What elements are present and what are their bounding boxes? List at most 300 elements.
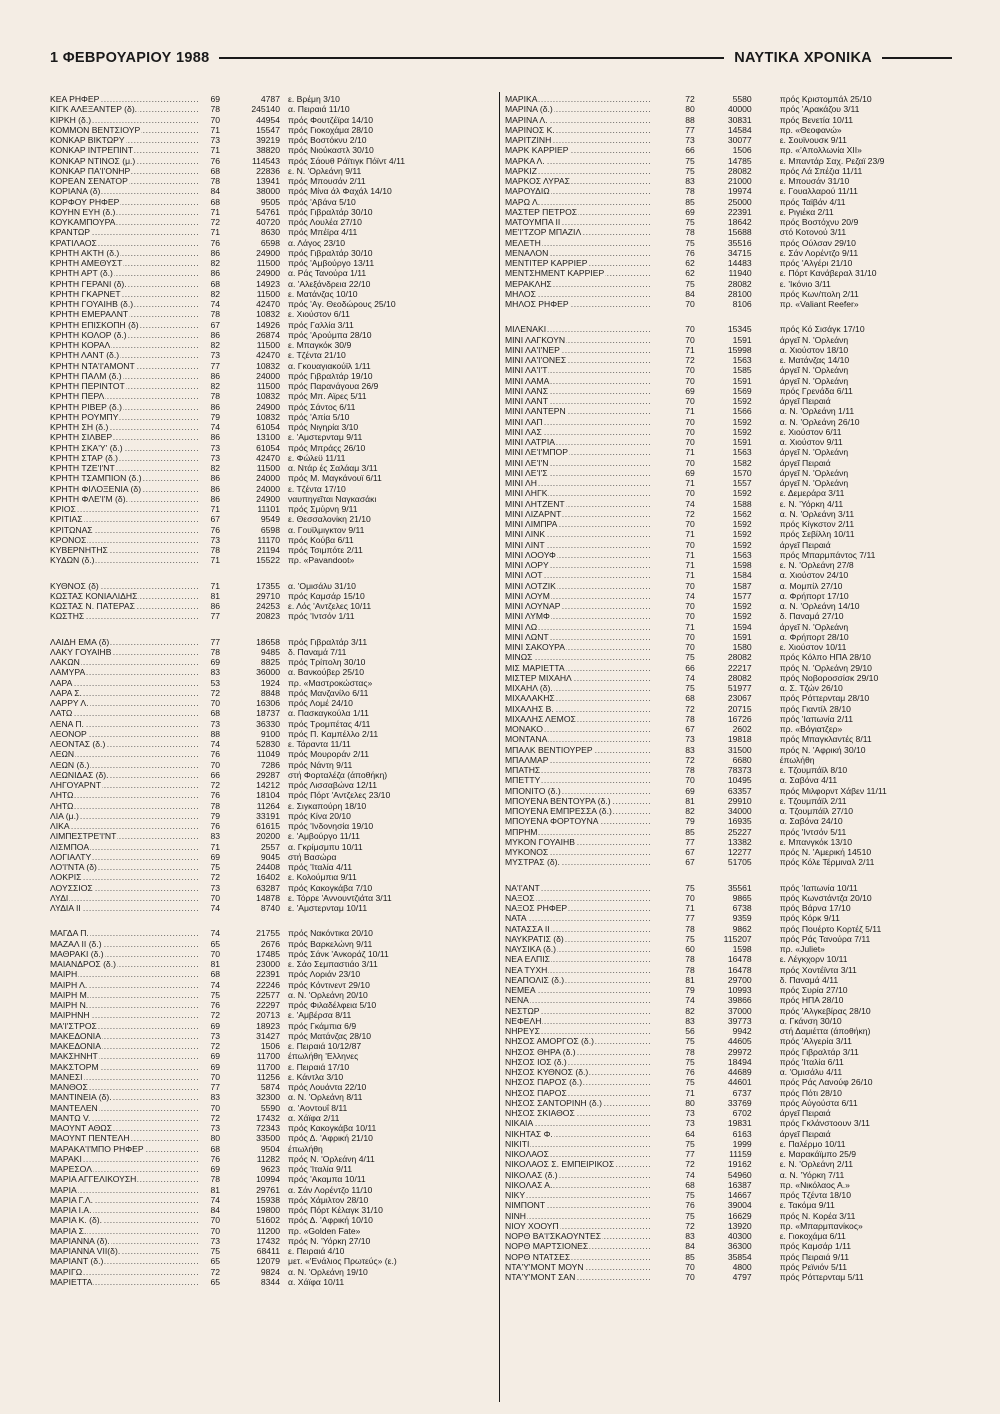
ship-name-text: ΜΕ'Ι'ΤΖΟΡ ΜΠΑΖΙΛ bbox=[505, 227, 582, 238]
ship-name bbox=[50, 1246, 200, 1256]
ship-row bbox=[50, 555, 490, 565]
ship-row bbox=[505, 1180, 960, 1190]
ship-name bbox=[50, 525, 200, 535]
ship-name-text: ΝΑΥΚΡΑΤΙΣ (δ) bbox=[505, 933, 564, 944]
tonnage: 44954 bbox=[256, 114, 280, 125]
ship-name bbox=[50, 842, 200, 852]
tonnage: 29761 bbox=[256, 1184, 280, 1195]
position-status: πρός Μουροράν 2/11 bbox=[288, 749, 370, 760]
build-year: 53 bbox=[210, 677, 220, 688]
ship-name-text: ΛΥΔΙΑ ΙΙ bbox=[50, 903, 81, 913]
position-status: ε. Παλέρμο 10/11 bbox=[779, 1138, 846, 1149]
build-year: 73 bbox=[210, 442, 220, 453]
tonnage: 30077 bbox=[727, 135, 752, 145]
ship-row bbox=[50, 545, 490, 555]
position-status: έπωλήθη 'Ελληνες bbox=[288, 1051, 359, 1062]
ship-row bbox=[50, 207, 490, 217]
build-year: 78 bbox=[685, 186, 695, 197]
ship-name-text: ΜΑΓΔΑ Π. bbox=[50, 928, 89, 939]
position-status: πρός Ρόττερνταμ 5/11 bbox=[779, 1272, 864, 1282]
ship-row bbox=[505, 601, 960, 611]
header-rule-end bbox=[882, 57, 952, 59]
build-year: 76 bbox=[685, 1200, 695, 1211]
tonnage: 1598 bbox=[732, 560, 752, 570]
ship-row bbox=[50, 601, 490, 611]
ship-name bbox=[505, 734, 652, 744]
position-status: πρός Ρεϊνιόν 5/11 bbox=[779, 1261, 848, 1272]
ship-row bbox=[50, 135, 490, 145]
position-status: άργεῖ Ν. 'Ορλεάνη bbox=[779, 365, 849, 376]
tonnage: 13941 bbox=[256, 176, 280, 186]
tonnage: 33191 bbox=[256, 810, 280, 821]
ship-row bbox=[50, 94, 490, 104]
tonnage: 19818 bbox=[727, 734, 752, 745]
ship-row bbox=[50, 678, 490, 688]
build-year: 84 bbox=[210, 1205, 220, 1215]
ship-name-text: ΚΡΗΤΗ ΛΑΝΤ (δ.) bbox=[50, 350, 120, 361]
ship-section bbox=[50, 581, 490, 622]
ship-name bbox=[505, 1159, 652, 1169]
ship-name bbox=[50, 1062, 200, 1072]
ship-name-text: ΜΙΝΙ ΛΗΤΖΕΝΤ bbox=[505, 498, 565, 509]
tonnage: 11101 bbox=[257, 504, 280, 514]
tonnage: 16629 bbox=[727, 1210, 752, 1221]
tonnage: 29700 bbox=[727, 974, 752, 985]
build-year: 78 bbox=[210, 391, 220, 402]
ship-name bbox=[50, 545, 200, 555]
tonnage: 1999 bbox=[732, 1138, 752, 1149]
build-year: 69 bbox=[210, 1020, 220, 1031]
build-year: 73 bbox=[685, 1108, 695, 1118]
tonnage: 1592 bbox=[732, 611, 752, 622]
tonnage: 44605 bbox=[727, 1036, 752, 1047]
ship-name bbox=[505, 1088, 652, 1098]
ship-row bbox=[50, 1133, 490, 1143]
position-status: πρός Γιβραλτάρ 19/10 bbox=[288, 370, 373, 381]
tonnage: 8825 bbox=[260, 657, 280, 667]
ship-name bbox=[505, 125, 652, 135]
ship-name bbox=[50, 657, 200, 667]
position-status: πρός ΗΠΑ 28/10 bbox=[779, 995, 844, 1006]
tonnage: 2676 bbox=[260, 938, 280, 949]
ship-row bbox=[505, 944, 960, 954]
position-status: μετ. «'Ενάλιος Πρωτεύς» (ε.) bbox=[288, 1256, 397, 1267]
ship-name bbox=[50, 939, 200, 949]
ship-row bbox=[505, 734, 960, 744]
ship-name bbox=[505, 903, 652, 913]
position-status: α. Χιούστον 18/10 bbox=[779, 344, 849, 355]
build-year: 68 bbox=[210, 165, 220, 176]
position-status: πρός Δ. 'Αφρική 10/10 bbox=[288, 1215, 373, 1226]
ship-name bbox=[50, 719, 200, 729]
tonnage: 9045 bbox=[260, 851, 280, 862]
build-year: 65 bbox=[210, 1276, 220, 1287]
tonnage: 1580 bbox=[732, 642, 752, 652]
position-status: πρός 'Αλγκεβίρας 28/10 bbox=[779, 1005, 871, 1016]
ship-row bbox=[505, 376, 960, 386]
tonnage: 9549 bbox=[260, 514, 280, 525]
ship-name-text: ΝΑΤΑ bbox=[505, 913, 527, 924]
ship-name-text: ΚΡΗΤΗ ΠΑΛΜ (δ.) bbox=[50, 370, 122, 381]
ship-row bbox=[505, 1088, 960, 1098]
position-status: άργεῖ Πειραιά bbox=[779, 539, 831, 550]
tonnage: 28082 bbox=[727, 652, 752, 663]
ship-name bbox=[505, 857, 652, 867]
position-status: πρός Βοστόχνυ 20/9 bbox=[779, 217, 859, 227]
position-status: ε. Λέγκχορν 10/11 bbox=[779, 954, 848, 965]
ship-row bbox=[505, 488, 960, 498]
tonnage: 19974 bbox=[727, 186, 752, 197]
build-year: 69 bbox=[210, 657, 220, 667]
tonnage: 40300 bbox=[727, 1231, 752, 1241]
tonnage: 29910 bbox=[727, 795, 752, 806]
ship-name-text: ΝΕΑ ΕΛΠΙΣ bbox=[505, 954, 550, 965]
build-year: 70 bbox=[210, 698, 220, 708]
ship-name bbox=[50, 453, 200, 463]
position-status: α. Ν. 'Ορλεάνη 20/10 bbox=[288, 989, 368, 1000]
tonnage: 31427 bbox=[256, 1030, 280, 1041]
build-year: 82 bbox=[210, 340, 220, 350]
ship-name bbox=[50, 463, 200, 473]
position-status: ε. Σάν Λορέντζο 9/11 bbox=[779, 247, 859, 258]
ship-row bbox=[505, 217, 960, 227]
build-year: 79 bbox=[685, 985, 695, 995]
ship-row bbox=[50, 1256, 490, 1266]
tonnage: 9623 bbox=[260, 1164, 280, 1174]
tonnage: 22391 bbox=[727, 206, 752, 217]
position-status: πρός Ν. Κορέα 3/11 bbox=[779, 1210, 856, 1221]
ship-name-text: ΜΑΡΙΝΑ (δ.) bbox=[505, 104, 553, 115]
position-status: πρός Λισσαβώνα 12/11 bbox=[288, 780, 378, 790]
ship-name bbox=[50, 1215, 200, 1225]
ship-name-text: ΝΙΚΟΛΑΣ Α. bbox=[505, 1179, 553, 1190]
ship-name-text: ΜΕΡΑΚΛΗΣ bbox=[505, 278, 552, 289]
tonnage: 1506 bbox=[260, 1041, 280, 1051]
build-year: 86 bbox=[210, 268, 220, 279]
ship-row bbox=[505, 857, 960, 867]
build-year: 74 bbox=[685, 590, 695, 601]
ship-row bbox=[505, 724, 960, 734]
ship-name-text: ΚΡΗΤΗ ΑΚΤΗ (δ.) bbox=[50, 247, 120, 258]
ship-name-text: ΚΙΡΚΗ (δ.) bbox=[50, 114, 92, 125]
tonnage: 16935 bbox=[727, 816, 752, 827]
ship-row bbox=[505, 1149, 960, 1159]
position-status: α. 'Αοντουΐ 8/11 bbox=[288, 1102, 348, 1113]
tonnage: 51705 bbox=[727, 857, 752, 868]
tonnage: 11940 bbox=[728, 268, 752, 279]
position-status: α. Χιούστον 9/11 bbox=[779, 437, 843, 447]
build-year: 69 bbox=[685, 467, 695, 478]
position-status: ε. Λός 'Αντζελες 10/11 bbox=[288, 601, 372, 611]
build-year: 68 bbox=[685, 693, 695, 704]
position-status: α. Ν. 'Ορλεάνη 26/10 bbox=[779, 416, 860, 427]
tonnage: 6163 bbox=[732, 1128, 752, 1139]
build-year: 76 bbox=[210, 1153, 220, 1164]
build-year: 71 bbox=[685, 406, 695, 417]
ship-row bbox=[50, 1236, 490, 1246]
ship-name-text: ΜΑΟΥΝΤ ΑΘΩΣ bbox=[50, 1123, 113, 1133]
tonnage: 11500 bbox=[256, 463, 280, 473]
tonnage: 11500 bbox=[256, 340, 280, 350]
ship-name-text: ΜΙΝΙ ΛΑΓΚΟΥΝ bbox=[505, 334, 566, 345]
ship-name bbox=[505, 847, 652, 857]
tonnage: 29710 bbox=[256, 590, 280, 601]
build-year: 82 bbox=[210, 463, 220, 473]
ship-row bbox=[50, 217, 490, 227]
position-status: πρ. «Μαστροκώστας» bbox=[288, 677, 373, 688]
build-year: 70 bbox=[685, 775, 695, 786]
tonnage: 24900 bbox=[256, 247, 280, 258]
ship-name-text: ΜΙΝΙ ΛΗ bbox=[505, 478, 537, 488]
tonnage: 6680 bbox=[732, 754, 752, 765]
position-status: πρός Τσιμπότε 2/11 bbox=[288, 545, 363, 555]
ship-name-text: ΜΙΧΑΗΛ (δ). bbox=[505, 683, 553, 693]
ship-name bbox=[50, 1174, 200, 1184]
ship-name-text: ΝΗΣΟΣ ΠΑΡΟΣ bbox=[505, 1087, 567, 1098]
tonnage: 16306 bbox=[256, 698, 280, 708]
ship-row bbox=[50, 760, 490, 770]
tonnage: 18104 bbox=[256, 790, 280, 801]
ship-name bbox=[505, 944, 652, 954]
ship-row bbox=[50, 729, 490, 739]
build-year: 74 bbox=[685, 672, 695, 683]
tonnage: 17485 bbox=[256, 948, 280, 959]
ship-name bbox=[50, 770, 200, 780]
position-status: ε. Ν. 'Ορλεάνη 9/11 bbox=[288, 165, 362, 176]
ship-row bbox=[50, 949, 490, 959]
position-status: πρός Χάμιλτον 28/10 bbox=[288, 1194, 369, 1205]
position-status: άργεῖ Πειραιά bbox=[779, 1128, 831, 1139]
ship-name-text: ΛΑΡΡΥ Λ. bbox=[50, 698, 89, 708]
tonnage: 44601 bbox=[727, 1077, 752, 1088]
ship-row bbox=[505, 468, 960, 478]
position-status: άργεῖ Ν. 'Ορλεάνη bbox=[779, 375, 849, 386]
position-status: πρός 'Ιντσόν 5/11 bbox=[779, 826, 847, 837]
ship-row bbox=[50, 1164, 490, 1174]
ship-name bbox=[50, 739, 200, 749]
ship-row bbox=[50, 1205, 490, 1215]
ship-name bbox=[505, 1221, 652, 1231]
tonnage: 11264 bbox=[256, 800, 280, 811]
tonnage: 1594 bbox=[732, 621, 752, 632]
ship-row bbox=[50, 611, 490, 621]
build-year: 70 bbox=[685, 437, 695, 447]
tonnage: 6598 bbox=[260, 237, 280, 248]
ship-name-text: ΚΡΗΤΗ ΚΟΛΟΡ (δ.) bbox=[50, 329, 127, 340]
tonnage: 20713 bbox=[256, 1010, 280, 1021]
ship-name bbox=[505, 745, 652, 755]
tonnage: 11282 bbox=[256, 1153, 280, 1164]
build-year: 73 bbox=[210, 1235, 220, 1246]
ship-name bbox=[50, 238, 200, 248]
ship-name-text: ΜΑΘΡΑΚΙ (δ.) bbox=[50, 948, 104, 959]
position-status: ε. Τζουμπάϊλ 8/10 bbox=[779, 765, 848, 775]
build-year: 68 bbox=[210, 1143, 220, 1154]
tonnage: 32300 bbox=[256, 1092, 280, 1103]
build-year: 73 bbox=[685, 734, 695, 745]
position-status: α. Ν. 'Ορλεάνη 1/11 bbox=[779, 406, 855, 417]
ship-row bbox=[50, 238, 490, 248]
build-year: 76 bbox=[210, 237, 220, 248]
build-year: 78 bbox=[210, 176, 220, 186]
ship-name bbox=[505, 324, 652, 334]
tonnage: 1592 bbox=[732, 601, 752, 611]
position-status: ε. Πειραιά 10/12/87 bbox=[288, 1041, 362, 1051]
ship-row bbox=[50, 412, 490, 422]
ship-row bbox=[505, 335, 960, 345]
ship-row bbox=[505, 197, 960, 207]
tonnage: 34000 bbox=[727, 806, 752, 816]
tonnage: 2557 bbox=[260, 841, 280, 852]
ship-name bbox=[50, 872, 200, 882]
build-year: 71 bbox=[210, 227, 220, 238]
tonnage: 42470 bbox=[256, 452, 280, 463]
ship-name bbox=[50, 535, 200, 545]
ship-row bbox=[505, 427, 960, 437]
build-year: 76 bbox=[210, 821, 220, 831]
build-year: 72 bbox=[210, 872, 220, 883]
ship-row bbox=[505, 550, 960, 560]
ship-row bbox=[505, 693, 960, 703]
ship-name-text: ΜΑΡΙΝΟΣ Κ. bbox=[505, 124, 555, 135]
tonnage: 31500 bbox=[727, 744, 752, 755]
build-year: 78 bbox=[685, 227, 695, 238]
ship-name-text: ΝΑΥΣΙΚΑ (δ.) bbox=[505, 944, 557, 954]
position-status: πρός Νάντη 9/11 bbox=[288, 759, 353, 770]
ship-name-text: ΚΡΙΤΩΝΑΣ bbox=[50, 524, 93, 535]
build-year: 75 bbox=[685, 217, 695, 227]
ship-row bbox=[50, 166, 490, 176]
tonnage: 63357 bbox=[727, 785, 752, 796]
ship-name-text: ΚΡΗΤΗ ΓΕΡΑΝΙ (δ). bbox=[50, 278, 127, 289]
position-status: ε. Χιούστον 6/11 bbox=[288, 309, 350, 320]
tonnage: 28100 bbox=[727, 288, 752, 299]
build-year: 70 bbox=[210, 1225, 220, 1236]
ship-row bbox=[505, 827, 960, 837]
tonnage: 1591 bbox=[732, 375, 752, 386]
position-status: πρός Ν. 'Αμερική 14510 bbox=[779, 847, 872, 857]
tonnage: 8630 bbox=[260, 227, 280, 238]
ship-name bbox=[50, 1010, 200, 1020]
ship-name-text: ΝΙΟΥ ΧΟΟΥΠ bbox=[505, 1220, 559, 1231]
build-year: 72 bbox=[685, 355, 695, 365]
ship-row bbox=[505, 115, 960, 125]
ship-name-text: ΜΙΧΑΛΗΣ ΛΕΜΟΣ bbox=[505, 713, 576, 724]
build-year: 70 bbox=[685, 426, 695, 437]
ship-name bbox=[505, 289, 652, 299]
position-status: ε. Τζέντα 21/10 bbox=[288, 350, 346, 361]
build-year: 70 bbox=[685, 324, 695, 335]
position-status: α. Μομπίλ 27/10 bbox=[779, 580, 843, 591]
ship-name-text: ΜΙΝΙ ΛΑΣ bbox=[505, 426, 542, 437]
ship-row bbox=[50, 535, 490, 545]
ship-name-text: ΛΑΡΑ bbox=[50, 677, 73, 688]
position-status: ε. 'Ικόνιο 3/11 bbox=[779, 278, 831, 289]
ship-name-text: ΜΑ'Ι'ΣΤΡΟΣ bbox=[50, 1020, 97, 1031]
ship-name-text: ΜΙΣΤΕΡ ΜΙΧΑΗΛ bbox=[505, 672, 572, 683]
ship-name bbox=[50, 299, 200, 309]
ship-row bbox=[505, 893, 960, 903]
ship-name bbox=[505, 238, 652, 248]
position-status: α. Ράς Τανούρα 1/11 bbox=[288, 268, 367, 279]
build-year: 70 bbox=[685, 396, 695, 406]
tonnage: 1563 bbox=[732, 447, 752, 458]
section-gap bbox=[50, 622, 490, 637]
tonnage: 72343 bbox=[256, 1123, 280, 1133]
ship-name-text: ΜΠΟΝΙΤΟ (δ.) bbox=[505, 785, 561, 796]
position-status: άργεῖ Πειραιά bbox=[779, 396, 831, 406]
position-status: πρός Μιλφορντ Χάβεν 11/11 bbox=[779, 785, 887, 796]
ship-row bbox=[50, 340, 490, 350]
build-year: 82 bbox=[210, 258, 220, 268]
position-status: α. Ν. 'Ορλεάνη 8/11 bbox=[288, 1092, 363, 1103]
build-year: 62 bbox=[685, 268, 695, 279]
ship-name-text: ΛΑΜΥΡΑ bbox=[50, 667, 86, 678]
ship-name-text: ΛΙΑ (μ.) bbox=[50, 810, 79, 821]
ship-name-text: ΚΡΗΤΗ ΣΗ (δ.) bbox=[50, 422, 109, 432]
position-status: ε. Θεσσαλονίκη 21/10 bbox=[288, 514, 371, 525]
ship-name-text: ΜΑΡΙΑΝΤ (δ.) bbox=[50, 1256, 104, 1267]
position-status: πρός 'Αρακάζου 3/11 bbox=[779, 104, 860, 115]
ship-name-text: ΜΑΡΙΑ Κ. (δ). bbox=[50, 1215, 103, 1226]
ship-name bbox=[505, 1067, 652, 1077]
position-status: πρός Γιβραλτάρ 3/11 bbox=[779, 1046, 859, 1057]
position-status: πρός Νακόντικα 20/10 bbox=[288, 928, 373, 939]
ship-name bbox=[505, 104, 652, 114]
tonnage: 17355 bbox=[256, 580, 280, 591]
position-status: ε. 'Αμστερνταμ 9/11 bbox=[288, 432, 363, 443]
ship-name-text: ΛΕΩΝ (δ.) bbox=[50, 759, 90, 770]
build-year: 75 bbox=[210, 989, 220, 1000]
tonnage: 11200 bbox=[256, 1225, 280, 1236]
tonnage: 18642 bbox=[727, 217, 752, 227]
build-year: 78 bbox=[210, 104, 220, 115]
build-year: 79 bbox=[210, 411, 220, 422]
ship-name-text: ΜΙΝΩΣ bbox=[505, 652, 533, 663]
build-year: 68 bbox=[685, 1179, 695, 1190]
ship-name-text: ΝΟΡΘ ΒΑ'Ι'ΣΚΑΟΥΝΤΕΣ bbox=[505, 1231, 602, 1241]
ship-name bbox=[50, 1236, 200, 1246]
ship-row bbox=[505, 166, 960, 176]
ship-name-text: ΜΙΛΕΝΑΚΙ bbox=[505, 324, 547, 335]
ship-name bbox=[50, 1277, 200, 1287]
ship-name-text: ΜΑΡΟΥΔΙΩ bbox=[505, 186, 550, 197]
ship-name-text: ΜΑΙΡΗ Λ. bbox=[50, 979, 88, 990]
build-year: 66 bbox=[210, 769, 220, 780]
build-year: 76 bbox=[210, 155, 220, 166]
tonnage: 24408 bbox=[256, 862, 280, 872]
position-status: ε. Κάντλα 3/10 bbox=[288, 1071, 344, 1082]
tonnage: 29287 bbox=[256, 769, 280, 780]
ship-name-text: ΚΥΒΕΡΝΗΤΗΣ bbox=[50, 545, 108, 555]
build-year: 77 bbox=[210, 1082, 220, 1092]
ship-row bbox=[50, 350, 490, 360]
ship-name bbox=[505, 632, 652, 642]
ship-name-text: ΝΗΣΟΣ ΣΑΝΤΟΡΙΝΗ (δ.) bbox=[505, 1097, 602, 1108]
build-year: 83 bbox=[685, 744, 695, 755]
ship-row bbox=[50, 258, 490, 268]
build-year: 68 bbox=[210, 969, 220, 980]
ship-name bbox=[50, 1195, 200, 1205]
ship-name bbox=[505, 924, 652, 934]
ship-name bbox=[505, 1149, 652, 1159]
ship-name bbox=[505, 458, 652, 468]
position-status: πρός Γκάμπια 6/9 bbox=[288, 1020, 357, 1031]
ship-row bbox=[505, 1026, 960, 1036]
ship-name bbox=[505, 601, 652, 611]
ship-row bbox=[505, 1036, 960, 1046]
ship-name-text: ΜΙΝΙ ΛΕ'Ι'Σ bbox=[505, 467, 548, 478]
